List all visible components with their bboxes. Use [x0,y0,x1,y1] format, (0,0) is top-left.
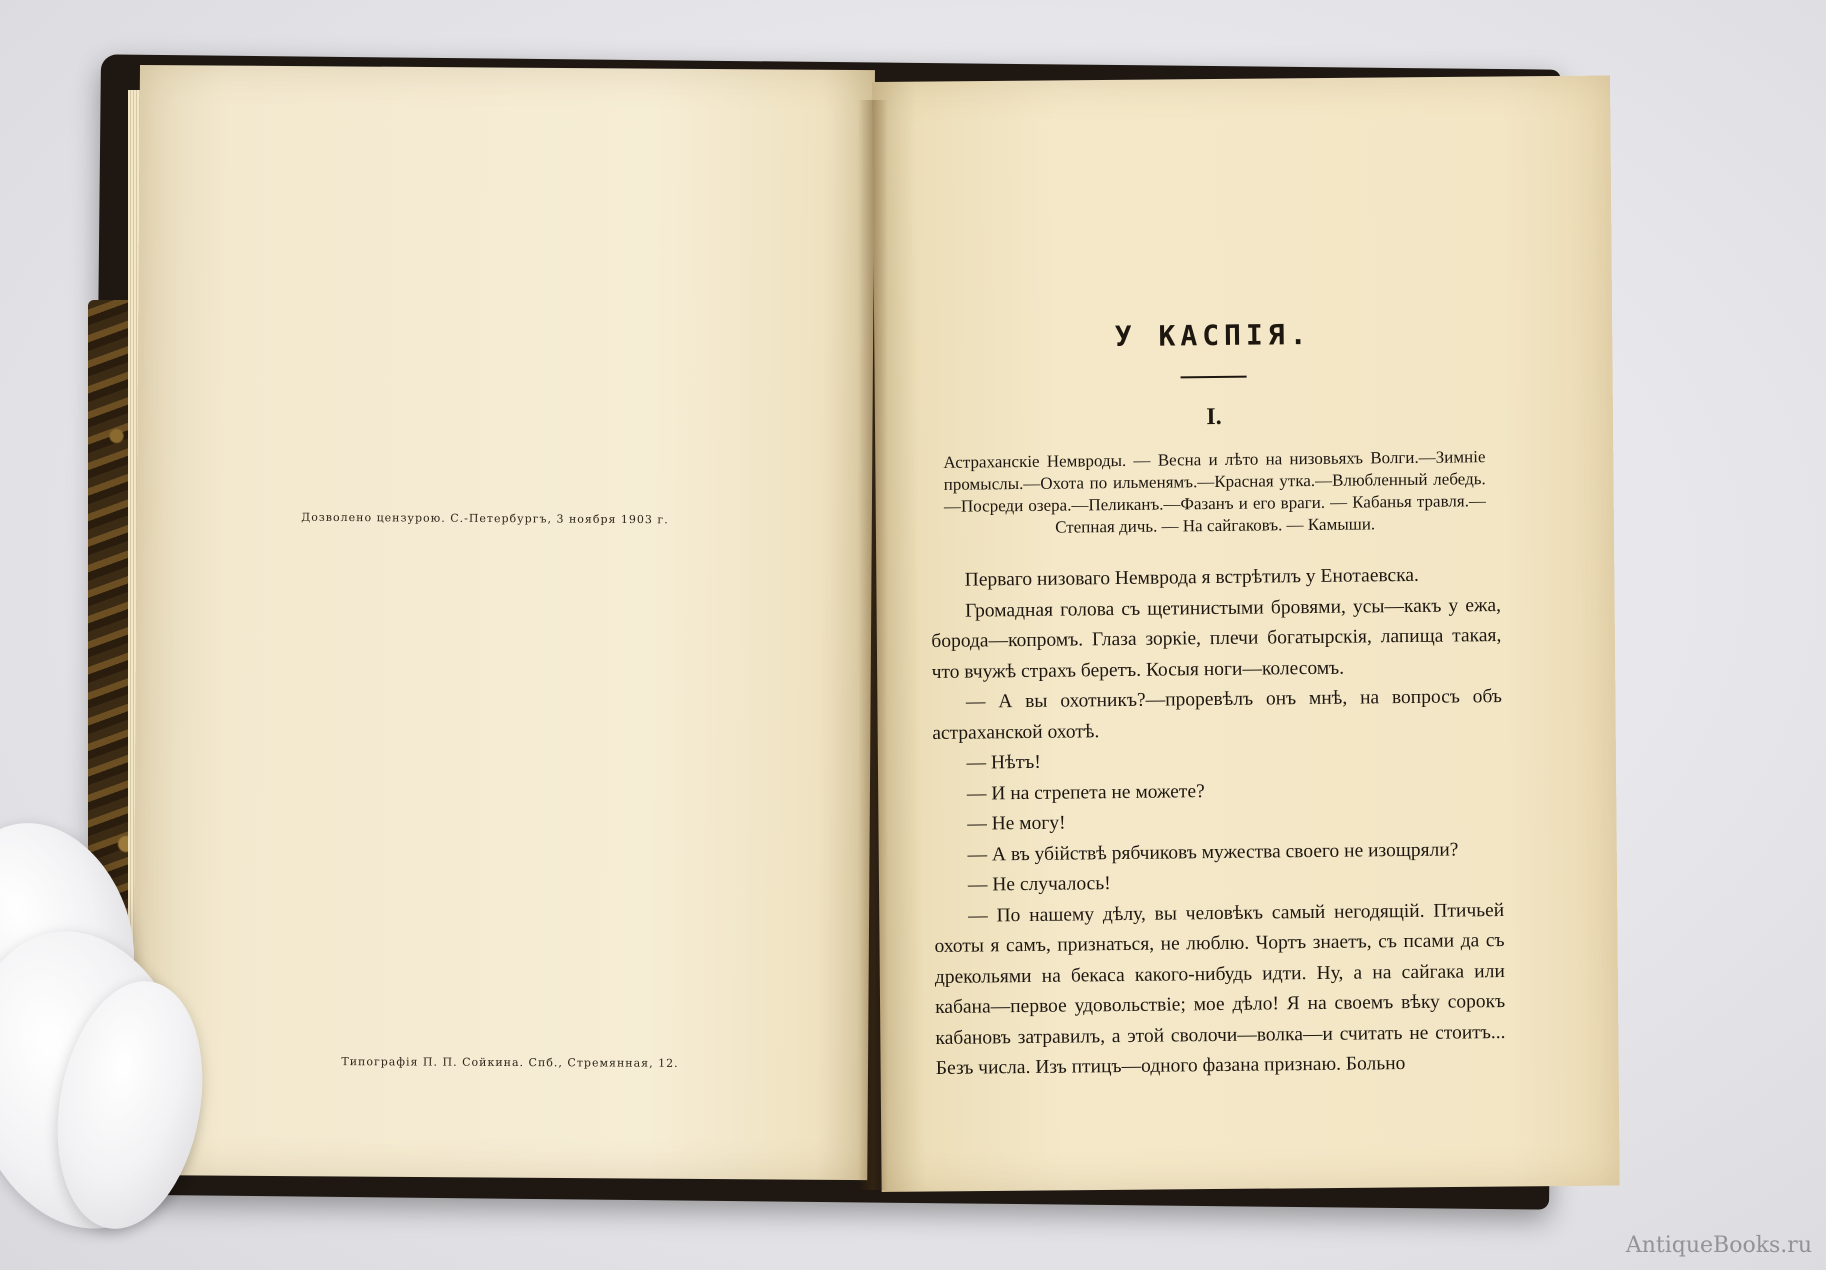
body-paragraph: Перваго низоваго Немврода я встрѣтилъ у Енотаевска. [964,564,1419,591]
body-paragraph: — А вы охотникъ?—проревѣлъ онъ мнѣ, на вопросъ объ астраханской охотѣ. [932,686,1503,744]
printer-imprint-line: Типографія П. П. Сойкина. Спб., Стремянная, 12. [341,1055,679,1070]
body-paragraph: Громадная голова съ щетинистыми бровями, усы—какъ у ежа, борода—копромъ. Глаза зоркіе, плечи богатырскія, лапища такая, что вчужѣ страхъ беретъ. Косыя ноги—колесомъ. [931,594,1502,683]
body-paragraph: — Нѣтъ! [966,751,1041,774]
body-paragraph: — Не случалось! [967,873,1111,896]
chapter-text-block [928,316,1506,1084]
body-paragraph: — По нашему дѣлу, вы человѣкъ самый негодящій. Птичьей охоты я самъ, признаться, не люблю. Чортъ знаетъ, съ псами да съ дрекольями на бекаса какого-нибудь идти. Ну, а на сайгака или кабана—первое удовольствіе; мое дѣло! Я на своемъ вѣку сорокъ кабановъ затравилъ, а этой сволочи—волка—и считать не стоитъ... Безъ числа. Изъ птицъ—одного фазана признаю. Больно [934,899,1506,1079]
chapter-title: У КАСПІЯ. [1114,317,1312,354]
book-gutter [858,100,888,1190]
body-paragraph: — Не могу! [967,812,1066,835]
title-rule [1181,376,1247,379]
censor-approval-line: Дозволено цензурою. С.-Петербургъ, 3 ноября 1903 г. [301,510,669,527]
watermark: AntiqueBooks.ru [1625,1233,1812,1258]
body-paragraph: — А въ убійствѣ рябчиковъ мужества своего не изощряли? [967,838,1459,866]
left-page [132,65,875,1180]
body-paragraph: — И на стрепета не можете? [966,780,1205,805]
chapter-summary: Астраханскіе Немвроды. — Весна и лѣто на низовьяхъ Волги.—Зимніе промыслы.—Охота по ильменямъ.—Красная утка.—Влюбленный лебедь.—Посреди озера.—Пеликанъ.—Фазанъ и его враги. — Кабанья травля.—Степная дичь. — На сайгаковъ. — Камыши. [943,447,1487,537]
chapter-number: I. [1206,403,1222,431]
chapter-body [931,560,1506,1084]
